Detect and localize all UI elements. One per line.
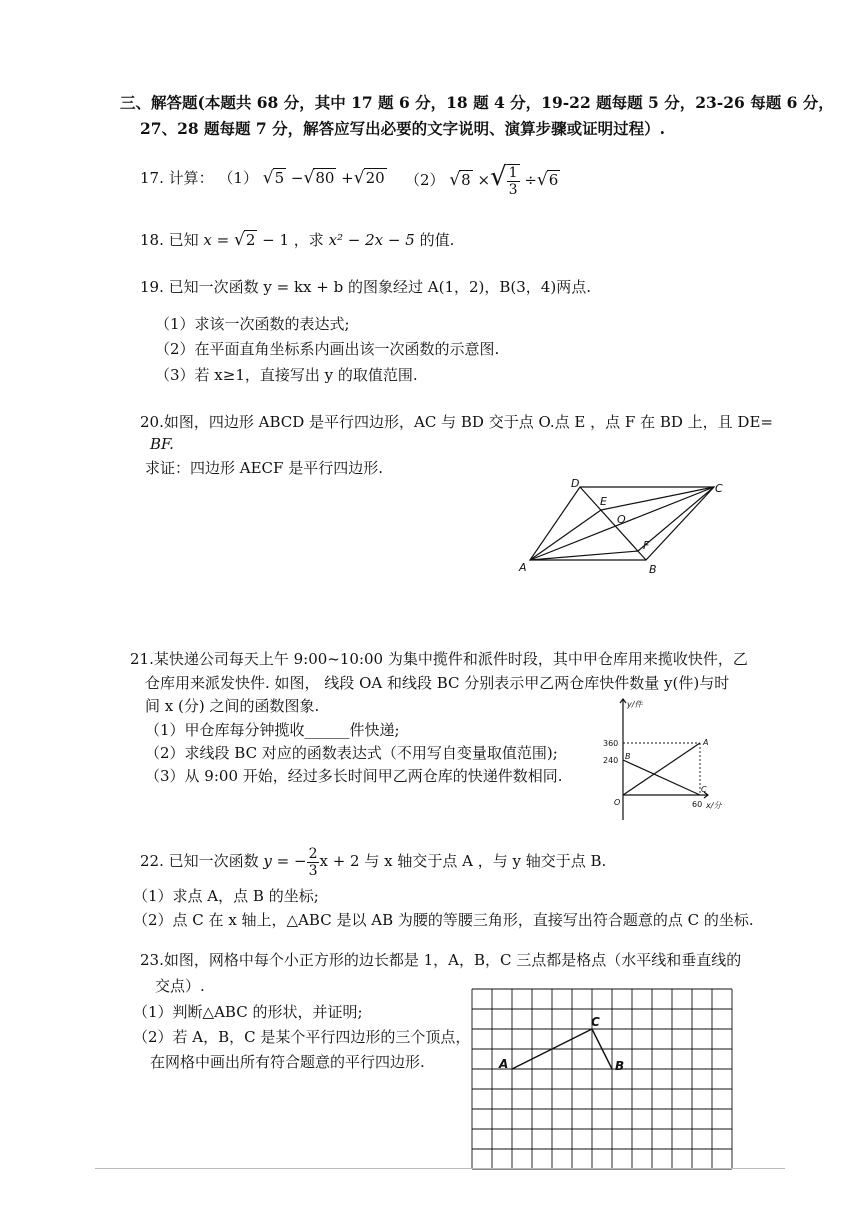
q20-prove: 求证：四边形 AECF 是平行四边形. [145, 459, 383, 477]
segment-bc [623, 760, 700, 795]
q17-label: 17. 计算： [140, 169, 214, 187]
grid-label-a: A [499, 1057, 509, 1071]
q20-stem-line2: BF. [150, 435, 174, 453]
label-e: E [600, 495, 607, 508]
q23-part2a: （2）若 A，B，C 是某个平行四边形的三个顶点， [133, 1028, 471, 1046]
q18-sqrt2: 2 [245, 231, 256, 249]
q23-stem-line1: 23.如图，网格中每个小正方形的边长都是 1，A，B，C 三点都是格点（水平线和垂直线的 [140, 951, 742, 969]
q18-mid: − 1 ，求 [257, 231, 329, 249]
y-axis-label: y/件 [627, 700, 643, 709]
x-axis-label: x/分 [706, 801, 722, 810]
q22-fraction: $\frac{2}{3}$ [308, 845, 318, 879]
q17-sqrt80: 80 [315, 169, 335, 187]
q17-part2: （2） √8 ×√ $\frac{1}{3}$ ÷√6 [405, 162, 559, 198]
q21-part1: （1）甲仓库每分钟揽收______件快递; [145, 721, 400, 739]
q18-suffix: 的值. [414, 231, 455, 249]
q18-expression: x² − 2x − 5 [328, 231, 415, 249]
q18-prefix: 18. 已知 [140, 231, 199, 249]
point-a-label: A [703, 738, 709, 747]
point-b-label: B [625, 752, 631, 761]
q22-part2: （2）点 C 在 x 轴上，△ABC 是以 AB 为腰的等腰三角形，直接写出符合题意的点 C 的坐标. [133, 911, 754, 929]
q21-stem-line3: 间 x (分) 之间的函数图象. [145, 697, 320, 715]
q17: 17. 计算： （1） √5 −√80 +√20 [140, 168, 385, 188]
segment-ec [601, 487, 714, 510]
q17-sqrt5: 5 [274, 169, 285, 187]
footer-rule [95, 1168, 785, 1169]
grid-label-c: C [591, 1015, 600, 1029]
q23-part2b: 在网格中画出所有符合题意的平行四边形. [150, 1053, 425, 1071]
square-grid [472, 989, 732, 1169]
diagonal-bd [580, 487, 646, 560]
q17-sqrt6: 6 [548, 171, 559, 189]
q17-part2-label: （2） [405, 171, 445, 189]
segment-fc [638, 487, 714, 551]
q23-grid-figure [470, 988, 735, 1170]
label-o: O [617, 513, 626, 526]
q17-sqrt20: 20 [365, 169, 385, 187]
section-heading-line2: 27、28 题每题 7 分，解答应写出必要的文字说明、演算步骤或证明过程）. [140, 119, 666, 138]
q22-stem [140, 841, 606, 881]
label-f: F [643, 539, 650, 552]
q22-part1: （1）求点 A，点 B 的坐标; [133, 887, 319, 905]
q20-parallelogram-figure [515, 472, 730, 580]
section-heading-line1: 三、解答题(本题共 68 分，其中 17 题 6 分，18 题 4 分，19-22 题每题 5 分，23-26 每题 6 分， [120, 93, 834, 112]
label-b: B [649, 563, 657, 576]
q18-x: x = [203, 231, 234, 249]
q22-tail: x + 2 与 x 轴交于点 A ，与 y 轴交于点 B. [319, 852, 607, 870]
q23-part1: （1）判断△ABC 的形状，并证明; [133, 1003, 363, 1021]
q23-stem-line2: 交点）. [155, 977, 205, 995]
q22-y: y = − [263, 852, 307, 870]
q17-part1-label: （1） [218, 169, 258, 187]
q22-prefix: 22. 已知一次函数 [140, 852, 264, 870]
point-c-label: C [701, 785, 707, 794]
q19-part1: （1）求该一次函数的表达式; [155, 315, 350, 333]
q21-part3: （3）从 9:00 开始，经过多长时间甲乙两仓库的快递件数相同. [145, 767, 563, 785]
q19-part3: （3）若 x≥1，直接写出 y 的取值范围. [155, 366, 418, 384]
q18: 18. 已知 x = √2 − 1 ，求 x² − 2x − 5 的值. [140, 230, 455, 250]
q21-part2: （2）求线段 BC 对应的函数表达式（不用写自变量取值范围); [145, 744, 558, 762]
tick-60: 60 [692, 800, 703, 809]
label-d: D [571, 477, 580, 490]
grid-label-b: B [615, 1059, 625, 1073]
segment-oa [623, 743, 700, 795]
q17-sqrt8: 8 [461, 171, 471, 189]
origin-label: O [614, 798, 621, 807]
q19-stem: 19. 已知一次函数 y = kx + b 的图象经过 A(1，2)，B(3，4)两点. [140, 278, 591, 296]
segment-ae [530, 510, 601, 560]
tick-360: 360 [603, 739, 619, 748]
tick-240: 240 [603, 756, 619, 765]
label-c: C [715, 482, 723, 495]
q19-part2: （2）在平面直角坐标系内画出该一次函数的示意图. [155, 340, 500, 358]
q20-stem-line1: 20.如图，四边形 ABCD 是平行四边形，AC 与 BD 交于点 O.点 E ，点 F 在 BD 上，且 DE= [140, 413, 773, 431]
q21-stem-line1: 21.某快递公司每天上午 9:00~10:00 为集中揽件和派件时段，其中甲仓库用来揽收快件，乙 [130, 650, 748, 668]
segment-af [530, 551, 638, 560]
q21-function-graph [580, 695, 730, 825]
q21-stem-line2: 仓库用来派发快件. 如图， 线段 OA 和线段 BC 分别表示甲乙两仓库快件数量 y(件)与时 [145, 674, 730, 692]
label-a: A [519, 561, 527, 574]
q17-fraction: $\frac{1}{3}$ [508, 165, 518, 198]
